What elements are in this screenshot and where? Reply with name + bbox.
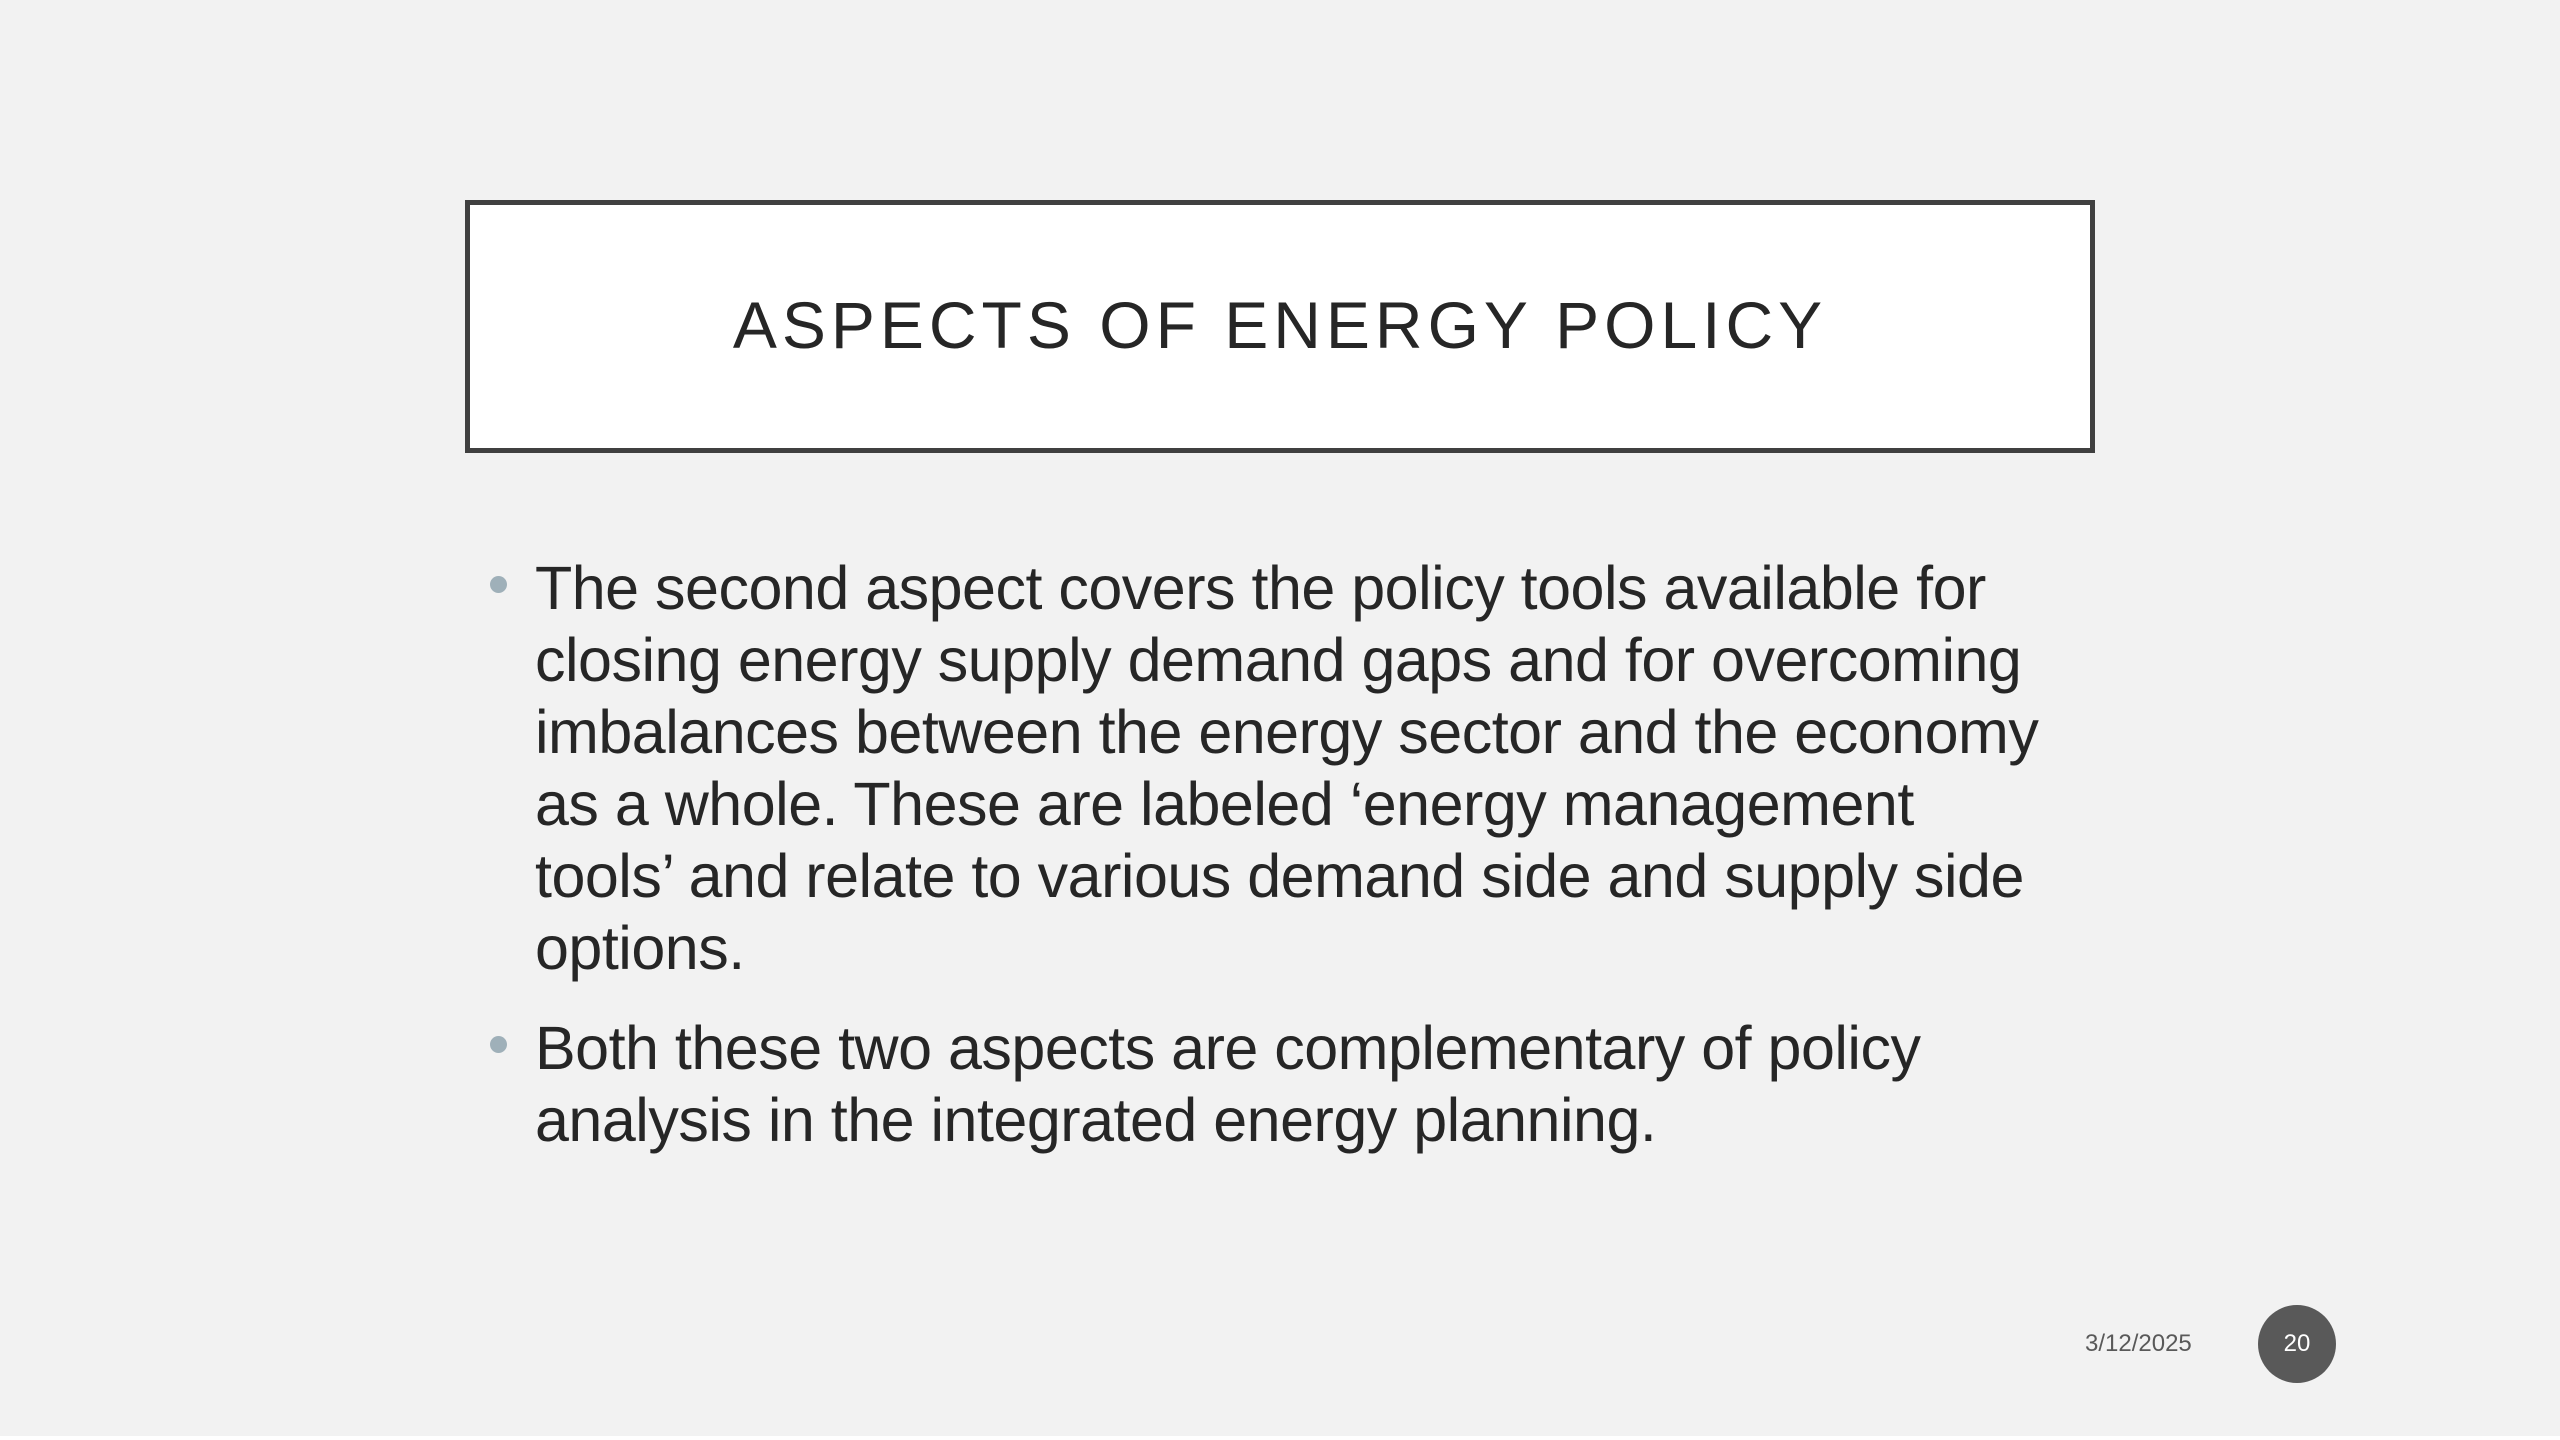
slide-title: ASPECTS OF ENERGY POLICY [732,287,1828,362]
page-number-badge [2258,1305,2336,1383]
bullet-item [480,1012,2060,1156]
bullet-dot-icon [490,1036,507,1053]
title-box [465,200,2095,453]
footer-date: 3/12/2025 [2085,1330,2192,1357]
bullet-list [480,552,2060,1156]
page-number: 20 [2283,1330,2311,1357]
slide-content [480,552,2060,1184]
bullet-text: Both these two aspects are complementary of policy analysis in the integrated energy planning. [535,1014,1921,1154]
bullet-dot-icon [490,576,507,593]
bullet-item [480,552,2060,984]
bullet-text: The second aspect covers the policy tools available for closing energy supply demand gaps and for overcoming imbalances between the energy sector and the economy as a whole. These are labeled ‘energy management tools’ and relate to various demand side and supply side options. [535,554,2039,982]
bottom-strip [0,1436,2560,1440]
